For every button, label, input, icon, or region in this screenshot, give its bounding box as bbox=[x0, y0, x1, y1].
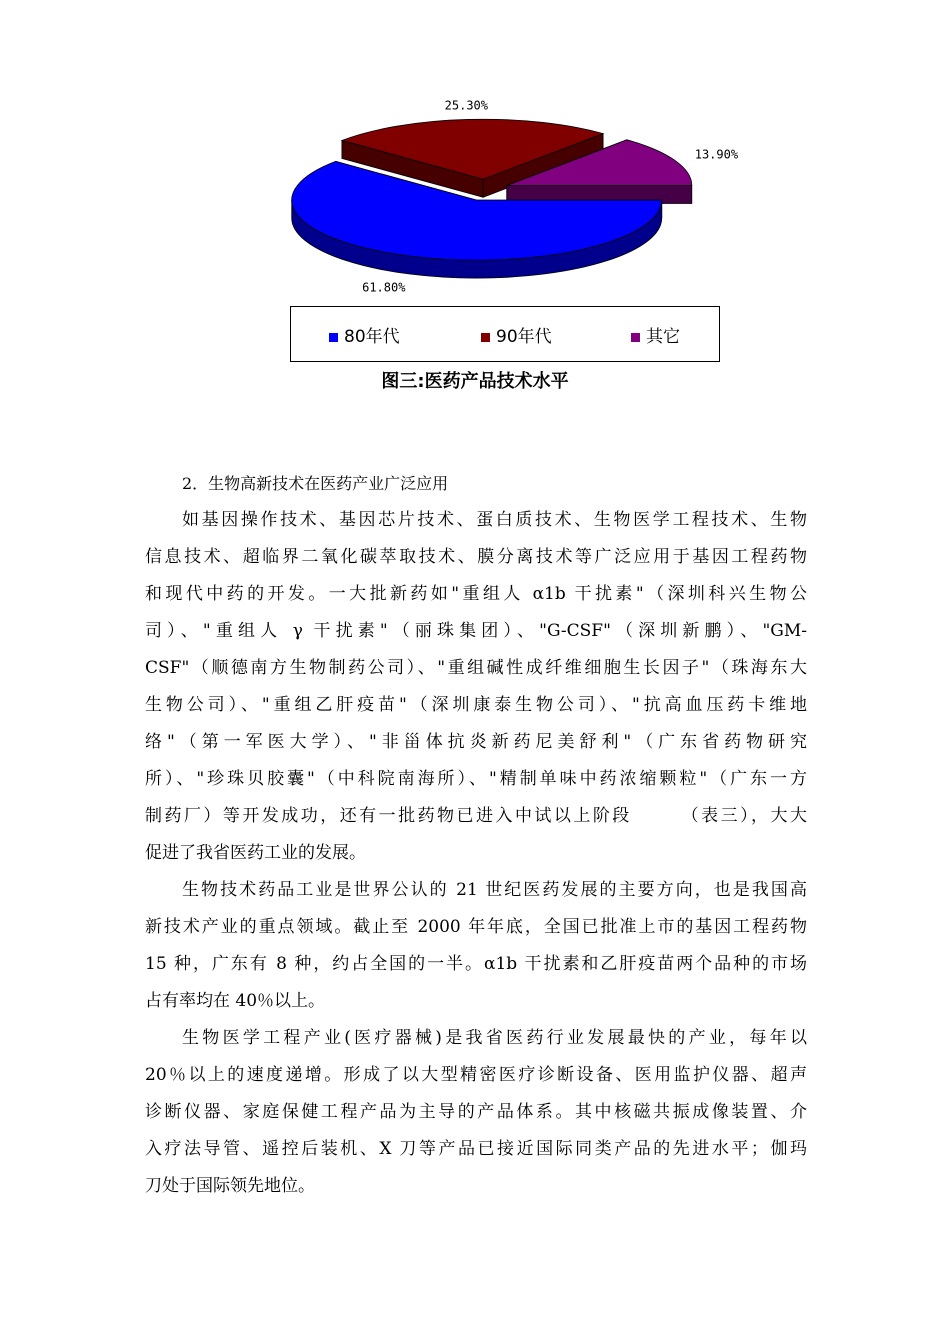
legend-item-90s bbox=[481, 327, 552, 347]
pie-label-90s: 25.30% bbox=[444, 98, 489, 113]
text-line: 所）、"珍珠贝胶囊"（中科院南海所）、"精制单味中药浓缩颗粒"（广东一方 bbox=[145, 769, 807, 789]
text-line: 如基因操作技术、基因芯片技术、蛋白质技术、生物医学工程技术、生物 bbox=[182, 510, 807, 530]
legend-label-90s: 90年代 bbox=[496, 327, 552, 347]
text-line: 信息技术、超临界二氧化碳萃取技术、膜分离技术等广泛应用于基因工程药物 bbox=[145, 547, 807, 567]
legend-label-other: 其它 bbox=[646, 327, 680, 347]
figure-caption: 图三:医药产品技术水平 bbox=[381, 371, 569, 392]
legend-swatch-other bbox=[631, 333, 640, 342]
text-line: 促进了我省医药工业的发展。 bbox=[145, 843, 366, 863]
legend-swatch-80s bbox=[329, 333, 338, 342]
pie-chart bbox=[240, 98, 760, 295]
pie-label-other: 13.90% bbox=[694, 147, 739, 162]
legend-item-other bbox=[631, 327, 680, 347]
text-line: 占有率均在 40％以上。 bbox=[145, 991, 326, 1011]
text-line: 制药厂）等开发成功，还有一批药物已进入中试以上阶段 （表三），大大 bbox=[145, 806, 807, 826]
text-line: 新技术产业的重点领域。截止至 2000 年年底，全国已批准上市的基因工程药物 bbox=[145, 917, 807, 937]
text-line: 和现代中药的开发。一大批新药如"重组人 α1b 干扰素"（深圳科兴生物公 bbox=[145, 584, 807, 604]
paragraph-1 bbox=[145, 502, 807, 872]
legend-swatch-90s bbox=[481, 333, 490, 342]
section-heading: 2．生物高新技术在医药产业广泛应用 bbox=[182, 474, 449, 493]
paragraph-2 bbox=[145, 872, 807, 1020]
text-line: 入疗法导管、遥控后装机、X 刀等产品已接近国际同类产品的先进水平；伽玛 bbox=[145, 1139, 807, 1159]
paragraph-3 bbox=[145, 1020, 807, 1205]
legend-label-80s: 80年代 bbox=[344, 327, 400, 347]
text-line: 15 种，广东有 8 种，约占全国的一半。α1b 干扰素和乙肝疫苗两个品种的市场 bbox=[145, 954, 807, 974]
pie-label-80s: 61.80% bbox=[362, 280, 406, 295]
legend-item-80s bbox=[329, 327, 400, 347]
pie-chart-svg bbox=[240, 98, 760, 295]
text-line: 刀处于国际领先地位。 bbox=[145, 1176, 315, 1196]
chart-legend bbox=[290, 306, 720, 362]
document-body bbox=[145, 465, 807, 1205]
text-line: 诊断仪器、家庭保健工程产品为主导的产品体系。其中核磁共振成像装置、介 bbox=[145, 1102, 807, 1122]
text-line: 司）、"重组人 γ 干扰素"（丽珠集团）、"G-CSF"（深圳新鹏）、"GM- bbox=[145, 621, 807, 641]
text-line: CSF"（顺德南方生物制药公司）、"重组碱性成纤维细胞生长因子"（珠海东大 bbox=[145, 658, 807, 678]
text-line: 生物技术药品工业是世界公认的 21 世纪医药发展的主要方向，也是我国高 bbox=[182, 880, 807, 900]
text-line: 生物公司）、"重组乙肝疫苗"（深圳康泰生物公司）、"抗高血压药卡维地 bbox=[145, 695, 807, 715]
text-line: 络"（第一军医大学）、"非甾体抗炎新药尼美舒利"（广东省药物研究 bbox=[145, 732, 807, 752]
text-line: 20％以上的速度递增。形成了以大型精密医疗诊断设备、医用监护仪器、超声 bbox=[145, 1065, 807, 1085]
text-line: 生物医学工程产业(医疗器械)是我省医药行业发展最快的产业，每年以 bbox=[182, 1028, 807, 1048]
